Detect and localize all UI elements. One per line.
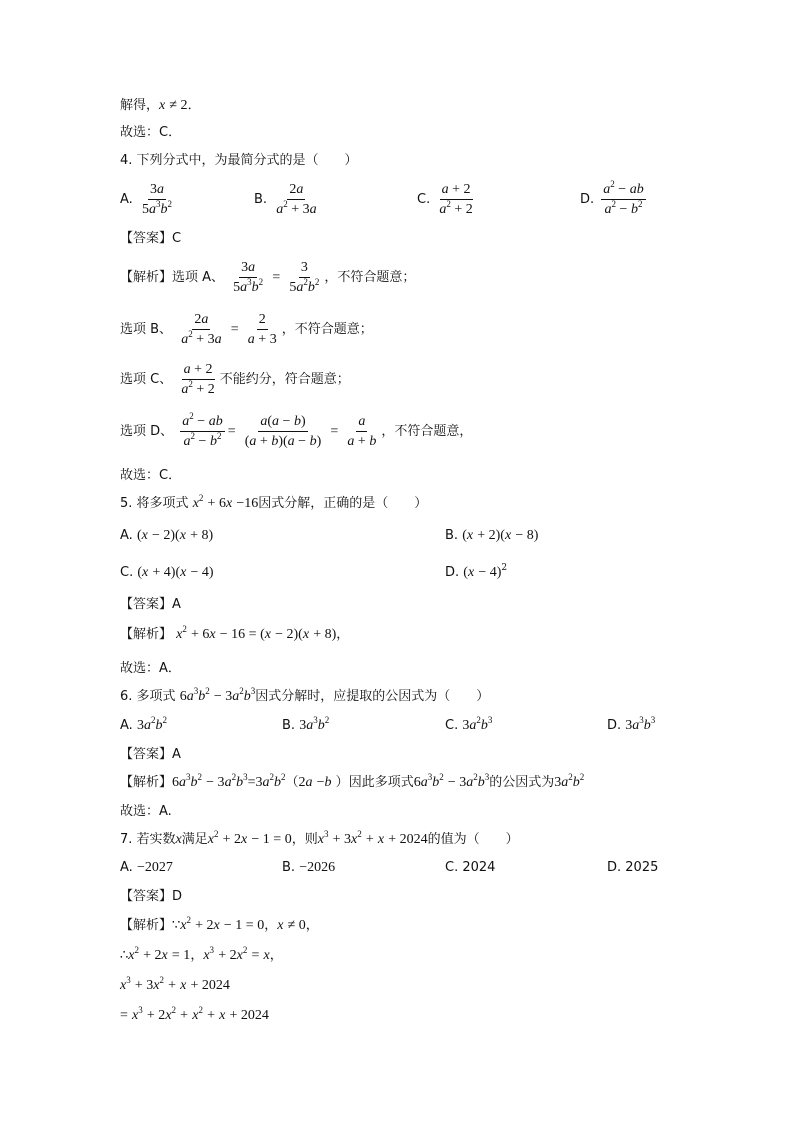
q4-option-c: C. $\frac{a + 2}{a^2 + 2}$ [417, 182, 473, 217]
question-6-title: 6. 多项式 $6a^3b^2 - 3a^2b^3$因式分解时，应提取的公因式为（ ） [120, 686, 490, 704]
q6-option-a: A. $3a^2b^2$ [120, 715, 167, 733]
q5-option-d: D. $(x - 4)^2$ [445, 563, 508, 580]
q5-choose: 故选：A． [120, 661, 181, 676]
solve-result-line: 解得，x ≠ 2． [120, 98, 201, 113]
q7-jiexi-1: 【解析】$\because x^2 + 2x - 1 = 0$，x ≠ 0， [120, 915, 319, 933]
q7-jiexi-2: $\therefore x^2 + 2x = 1$，$x^3 + 2x^2 = x$， [120, 945, 283, 963]
q6-answer: 【答案】A [120, 747, 181, 762]
question-4-title: 4. 下列分式中，为最简分式的是（ ） [120, 153, 358, 168]
q7-option-c: C. 2024 [445, 860, 496, 875]
q6-option-d: D. $3a^3b^3$ [607, 715, 656, 733]
q6-option-c: C. $3a^2b^3$ [445, 715, 493, 733]
q4-answer: 【答案】C [120, 231, 182, 246]
q5-option-a: A. (x − 2)(x + 8) [120, 528, 214, 543]
q5-jiexi: 【解析】 $x^2 + 6x - 16 = (x - 2)(x + 8)$， [120, 624, 350, 642]
question-5-title: 5. 将多项式 $x^2 + 6x -16$因式分解，正确的是（ ） [120, 493, 428, 511]
q7-option-d: D. 2025 [607, 860, 659, 875]
q4-jiexi-b: 选项 B、 $\frac{2a}{a^2 + 3a}$ = $\frac{2}{a + 3}$ ，不符合题意； [120, 312, 373, 347]
q6-option-b: B. $3a^3b^2$ [282, 715, 330, 733]
q4-choose: 故选：C． [120, 468, 182, 483]
q4-jiexi-a: 【解析】选项 A、 $\frac{3a}{5a^3b^2}$ = $\frac{3}{5a^2b^2}$ ，不符合题意； [120, 260, 416, 295]
q4-option-b: B. $\frac{2a}{a^2 + 3a}$ [254, 182, 317, 217]
q7-option-b: B. −2026 [282, 860, 336, 875]
q5-option-b: B. (x + 2)(x − 8) [445, 528, 539, 543]
question-7-title: 7. 若实数x满足$x^2 + 2x - 1 = 0$，则$x^3 + 3x^2 + x + 2024$的值为（ ） [120, 829, 519, 847]
q4-option-d: D. $\frac{a^2 - ab}{a^2 - b^2}$ [580, 179, 644, 217]
q6-jiexi: 【解析】$6a^3b^2 - 3a^2b^3=3a^2b^2(2a -b$ ）因此多项式$6a^3b^2 - 3a^2b^3$的公因式为$3a^2b^2$ [120, 772, 585, 790]
q5-answer: 【答案】A [120, 597, 181, 612]
q7-jiexi-4: = $x^3 + 2x^2 + x^2 + x + 2024$ [120, 1005, 269, 1023]
q4-jiexi-d: 选项 D、 $\frac{a^2 - ab}{a^2 - b^2}$ = $\frac{a(a - b)}{(a + b)(a - b)}$ = $\frac{a}{a + b}$ ，不符合题意， [120, 411, 473, 449]
q6-choose: 故选：A. [120, 804, 172, 819]
q7-answer: 【答案】D [120, 889, 183, 904]
q7-jiexi-3: $x^3 + 3x^2 + x + 2024$ [120, 975, 230, 993]
prev-answer-choice: 故选：C． [120, 125, 182, 140]
q4-jiexi-c: 选项 C、 $\frac{a + 2}{a^2 + 2}$ 不能约分，符合题意； [120, 362, 350, 397]
q5-option-c: C. (x + 4)(x − 4) [120, 565, 214, 580]
q4-option-a: A. $\frac{3a}{5a^3b^2}$ [120, 182, 172, 217]
q7-option-a: A. −2027 [120, 860, 173, 875]
